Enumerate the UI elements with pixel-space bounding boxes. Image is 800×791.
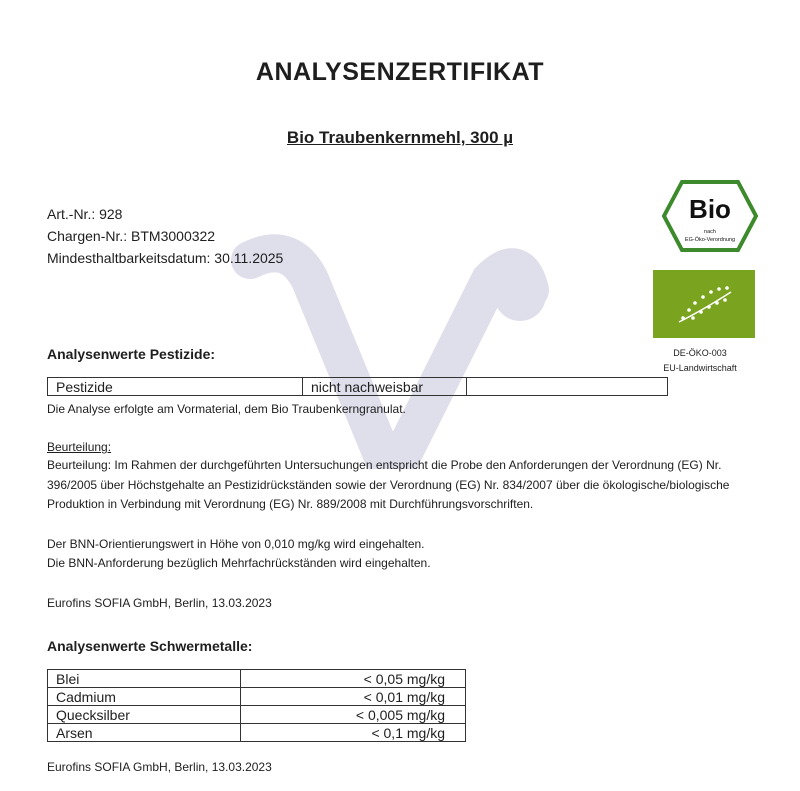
assessment-text: Beurteilung: Im Rahmen der durchgeführten Untersuchungen entspricht die Probe den Anforderungen der Verordnung (EG) Nr. 396/2005 über Höchstgehalte an Pestizidrückständen sowie der Verordnung (EG) Nr. 834/2007 über die ökologische/biologische Produktion in Verbindung mit Verordnung (EG) Nr. 889/2008 mit Durchführungsvorschriften.	[47, 458, 730, 511]
lab-signature: Eurofins SOFIA GmbH, Berlin, 13.03.2023	[47, 596, 272, 610]
bnn-residues-note: Die BNN-Anforderung bezüglich Mehrfachrückständen wird eingehalten.	[47, 556, 431, 570]
pesticides-heading: Analysenwerte Pestizide:	[47, 346, 216, 362]
svg-text:Bio: Bio	[689, 194, 731, 224]
metal-name: Quecksilber	[48, 706, 241, 724]
bnn-orientation-note: Der BNN-Orientierungswert in Höhe von 0,010 mg/kg wird eingehalten.	[47, 537, 425, 551]
table-row	[48, 706, 466, 724]
best-before-date: Mindesthaltbarkeitsdatum: 30.11.2025	[47, 250, 284, 266]
metal-value: < 0,005 mg/kg	[241, 706, 466, 724]
svg-text:nach: nach	[704, 229, 716, 235]
assessment-heading: Beurteilung:	[47, 440, 112, 454]
table-row	[48, 670, 466, 688]
metal-name: Arsen	[48, 724, 241, 742]
bio-seal-icon	[662, 180, 758, 252]
pesticide-value: nicht nachweisbar	[303, 378, 467, 396]
lab-signature-metals: Eurofins SOFIA GmbH, Berlin, 13.03.2023	[47, 760, 272, 774]
metal-name: Cadmium	[48, 688, 241, 706]
metal-value: < 0,05 mg/kg	[241, 670, 466, 688]
heavy-metals-heading: Analysenwerte Schwermetalle:	[47, 638, 253, 654]
heavy-metals-table	[47, 669, 466, 742]
metal-value: < 0,01 mg/kg	[241, 688, 466, 706]
cert-origin: EU-Landwirtschaft	[663, 363, 737, 373]
metal-name: Blei	[48, 670, 241, 688]
document-title: ANALYSENZERTIFIKAT	[255, 58, 545, 86]
pesticides-note: Die Analyse erfolgte am Vormaterial, dem Bio Traubenkerngranulat.	[47, 402, 406, 416]
pesticide-empty-cell	[467, 378, 668, 396]
eu-organic-leaf-icon	[653, 270, 755, 338]
table-row	[48, 378, 668, 396]
article-number: Art.-Nr.: 928	[47, 206, 123, 222]
product-subtitle: Bio Traubenkernmehl, 300 µ	[286, 128, 514, 147]
batch-number: Chargen-Nr.: BTM3000322	[47, 228, 216, 244]
table-row	[48, 688, 466, 706]
table-row	[48, 724, 466, 742]
cert-code: DE-ÖKO-003	[673, 348, 727, 358]
pesticides-table	[47, 377, 668, 396]
metal-value: < 0,1 mg/kg	[241, 724, 466, 742]
pesticide-label: Pestizide	[48, 378, 303, 396]
svg-text:EG-Öko-Verordnung: EG-Öko-Verordnung	[684, 237, 736, 243]
product-meta	[47, 203, 283, 269]
